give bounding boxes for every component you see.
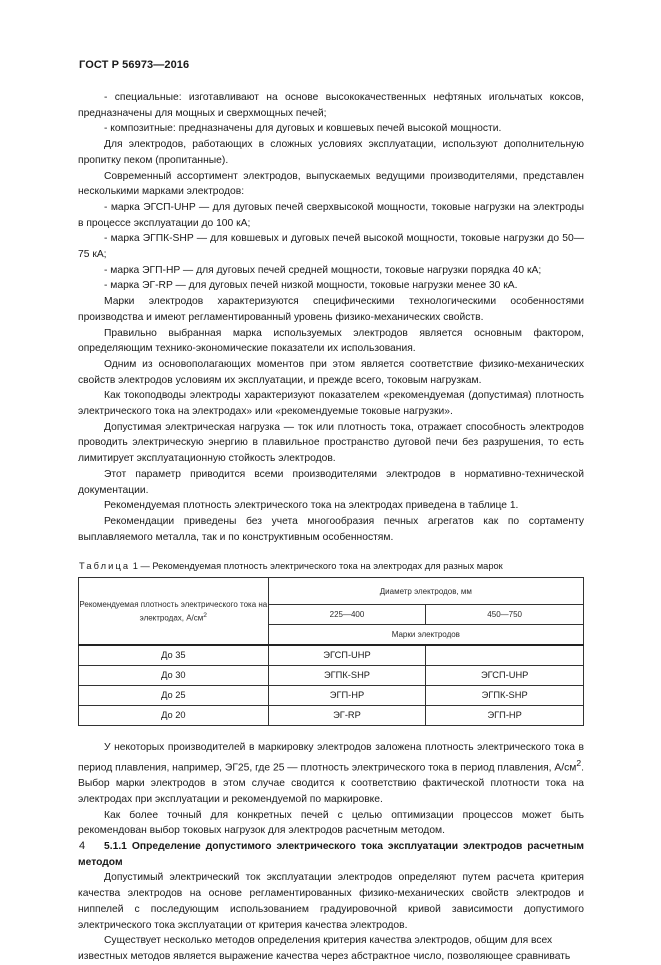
- density-table: [78, 577, 584, 726]
- table-row: [79, 666, 584, 686]
- table-row: [79, 645, 584, 666]
- density-column-header: [79, 578, 269, 646]
- paragraph: Марки электродов характеризуются специфическими технологическими особенностями производства и имеют регламентированный уровень физико-механических свойств.: [78, 296, 584, 323]
- paragraph: Допустимый электрический ток эксплуатации электродов определяют путем расчета критерия качества электродов на основе регламентированных физико-механических свойств электродов и ниппелей с последующим использованием градуировочной кривой зависимости допустимого электрического тока эксплуатации от критерия качества электродов.: [78, 872, 584, 931]
- paragraph: Правильно выбранная марка используемых электродов является основным фактором, определяющим технико-экономические показатели их использования.: [78, 327, 584, 355]
- table-caption-label: Таблица: [79, 561, 131, 572]
- paragraph: Для электродов, работающих в сложных условиях эксплуатации, используют дополнительную пропитку пеком (пропитанные).: [78, 139, 584, 166]
- unit-sup: 2: [576, 758, 582, 769]
- paragraph-part: . Выбор марки электродов в этом случае сводится к соответствию фактической плотности тока на электродах при эксплуатации и рекомендуемой по маркировке.: [78, 762, 584, 805]
- paragraph: Современный ассортимент электродов, выпускаемых ведущими производителями, представлен несколькими марками электродов:: [78, 170, 584, 198]
- paragraph: Одним из основополагающих моментов при этом является соответствие физико-механических свойств электродов условиям их эксплуатации, и прежде всего, токовым нагрузкам.: [78, 358, 584, 386]
- paragraph: Этот параметр приводится всеми производителями электродов в нормативно-технической документации.: [78, 468, 584, 496]
- paragraph: - специальные: изготавливают на основе высококачественных нефтяных игольчатых коксов, предназначены для мощных и сверхмощных печей;: [78, 92, 584, 119]
- paragraph: Рекомендации приведены без учета многообразия печных агрегатов как по сортаменту выплавляемого металла, так и по конструктивным особенностям.: [78, 515, 584, 543]
- page-number: 4: [79, 840, 86, 852]
- mark-large-cell: [426, 645, 584, 666]
- table-caption: [79, 560, 584, 572]
- paragraph: - марка ЭГСП-UHP — для дуговых печей сверхвысокой мощности, токовые нагрузки на электроды в процессе эксплуатации до 100 кА;: [78, 201, 584, 229]
- density-cell: До 25: [79, 686, 269, 706]
- paragraph: - композитные: предназначены для дуговых и ковшевых печей высокой мощности.: [104, 123, 502, 135]
- paragraph: - марка ЭГП-HP — для дуговых печей средней мощности, токовые нагрузки порядка 40 кА;: [104, 264, 542, 276]
- paragraph: - марка ЭГ-RP — для дуговых печей низкой мощности, токовые нагрузки менее 30 кА.: [104, 280, 518, 292]
- diameter-range-large: 450—750: [426, 605, 584, 625]
- density-unit-sup: 2: [203, 612, 207, 620]
- mark-small-cell: ЭГПК-SHP: [268, 666, 426, 686]
- diameter-header: Диаметр электродов, мм: [268, 578, 583, 605]
- mark-small-cell: ЭГСП-UHP: [268, 645, 426, 666]
- paragraph: Рекомендуемая плотность электрического тока на электродах приведена в таблице 1.: [104, 500, 519, 512]
- paragraph: Как более точный для конкретных печей с целью оптимизации процессов может быть рекомендован выбор токовых нагрузок для электродов расчетным методом.: [78, 809, 584, 837]
- mark-large-cell: ЭГПК-SHP: [426, 686, 584, 706]
- paragraph: [78, 740, 584, 807]
- mark-small-cell: ЭГП-HP: [268, 686, 426, 706]
- paragraph: - марка ЭГПК-SHP — для ковшевых и дуговых печей высокой мощности, токовые нагрузки до 50—75 кА;: [78, 233, 584, 261]
- paragraph: Допустимая электрическая нагрузка — ток или плотность тока, отражает способность электродов проводить электрическую энергию в плавильное пространство дуговой печи без разрушения, то есть лимитирует эксплуатационную стойкость электродов.: [78, 421, 584, 465]
- body-text: [78, 90, 584, 965]
- diameter-range-small: 225—400: [268, 605, 426, 625]
- paragraph: Как токоподводы электроды характеризуют показателем «рекомендуемая (допустимая) плотность электрического тока на электродах» или «рекомендуемые токовые нагрузки».: [78, 390, 584, 418]
- table-row: [79, 686, 584, 706]
- subsection-heading: 5.1.1 Определение допустимого электрического тока эксплуатации электродов расчетным методом: [78, 841, 584, 868]
- text-after-table: [78, 740, 584, 964]
- density-column-header-text: Рекомендуемая плотность электрического тока на электродах, А/см: [79, 600, 268, 623]
- standard-header: ГОСТ Р 56973—2016: [79, 59, 190, 71]
- mark-large-cell: ЭГСП-UHP: [426, 666, 584, 686]
- density-cell: До 30: [79, 666, 269, 686]
- paragraph-part: У некоторых производителей в маркировку электродов заложена плотность электрического тока в период плавления, например, ЭГ25, где 25 — плотность электрического тока в период плавления, А/см: [78, 742, 584, 774]
- paragraph: Существует несколько методов определения критерия качества электродов, общим для всех известных методов является выражение качества через абстрактное число, позволяющее сравнивать: [78, 935, 571, 962]
- density-cell: До 35: [79, 645, 269, 666]
- marks-header: Марки электродов: [268, 625, 583, 646]
- mark-small-cell: ЭГ-RP: [268, 706, 426, 726]
- density-cell: До 20: [79, 706, 269, 726]
- table-row: [79, 706, 584, 726]
- mark-large-cell: ЭГП-HP: [426, 706, 584, 726]
- table-caption-text: 1 — Рекомендуемая плотность электрического тока на электродах для разных марок: [132, 561, 503, 572]
